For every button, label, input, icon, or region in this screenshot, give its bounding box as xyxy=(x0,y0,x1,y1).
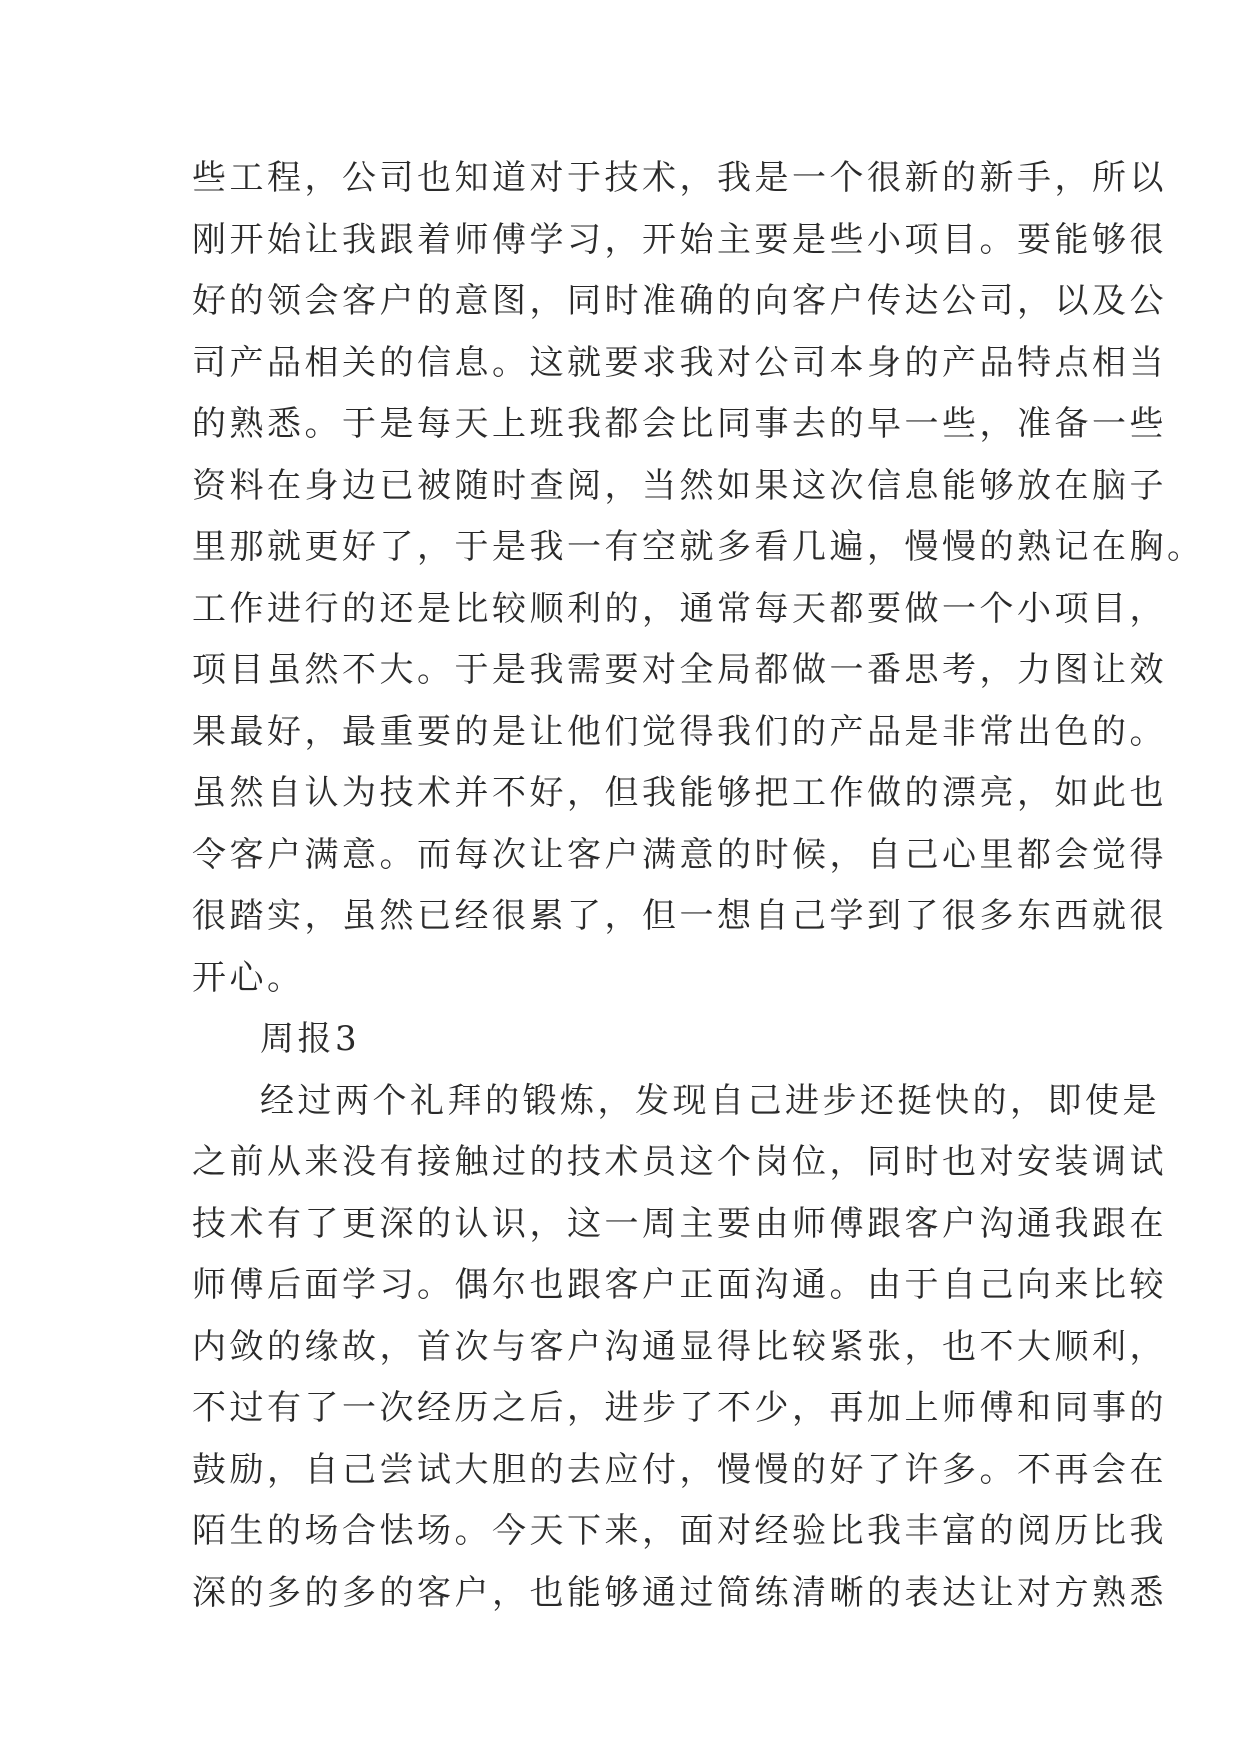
text-line: 的熟悉。于是每天上班我都会比同事去的早一些，准备一些 xyxy=(192,404,1167,444)
text-line: 不过有了一次经历之后，进步了不少，再加上师傅和同事的 xyxy=(192,1388,1167,1428)
paragraph-first-line: 经过两个礼拜的锻炼，发现自己进步还挺快的，即使是 xyxy=(260,1080,1160,1121)
text-line: 里那就更好了，于是我一有空就多看几遍，慢慢的熟记在胸。 xyxy=(192,527,1205,567)
text-line: 鼓励，自己尝试大胆的去应付，慢慢的好了许多。不再会在 xyxy=(192,1449,1167,1490)
text-line: 技术有了更深的认识，这一周主要由师傅跟客户沟通我跟在 xyxy=(192,1203,1167,1244)
text-line: 刚开始让我跟着师傅学习，开始主要是些小项目。要能够很 xyxy=(192,219,1167,260)
text-line: 很踏实，虽然已经很累了，但一想自己学到了很多东西就很 xyxy=(192,896,1167,936)
text-line: 果最好，最重要的是让他们觉得我们的产品是非常出色的。 xyxy=(192,711,1167,752)
text-line: 深的多的多的客户，也能够通过简练清晰的表达让对方熟悉 xyxy=(192,1572,1167,1613)
document-body xyxy=(192,148,1205,1624)
text-line: 之前从来没有接触过的技术员这个岗位，同时也对安装调试 xyxy=(192,1142,1167,1182)
text-line: 陌生的场合怯场。今天下来，面对经验比我丰富的阅历比我 xyxy=(192,1511,1167,1551)
text-line: 好的领会客户的意图，同时准确的向客户传达公司，以及公 xyxy=(192,281,1167,321)
text-line: 令客户满意。而每次让客户满意的时候，自己心里都会觉得 xyxy=(192,834,1167,875)
text-line: 司产品相关的信息。这就要求我对公司本身的产品特点相当 xyxy=(192,342,1167,383)
text-line: 虽然自认为技术并不好，但我能够把工作做的漂亮，如此也 xyxy=(192,773,1167,813)
text-line: 项目虽然不大。于是我需要对全局都做一番思考，力图让效 xyxy=(192,650,1167,690)
text-line: 工作进行的还是比较顺利的，通常每天都要做一个小项目， xyxy=(192,588,1167,629)
text-line: 师傅后面学习。偶尔也跟客户正面沟通。由于自己向来比较 xyxy=(192,1265,1167,1305)
text-line: 内敛的缘故，首次与客户沟通显得比较紧张，也不大顺利， xyxy=(192,1326,1167,1367)
section-heading: 周报3 xyxy=(260,1019,361,1059)
text-line: 资料在身边已被随时查阅，当然如果这次信息能够放在脑子 xyxy=(192,465,1167,506)
text-line: 些工程，公司也知道对于技术，我是一个很新的新手，所以 xyxy=(192,158,1167,198)
text-line: 开心。 xyxy=(192,957,305,998)
